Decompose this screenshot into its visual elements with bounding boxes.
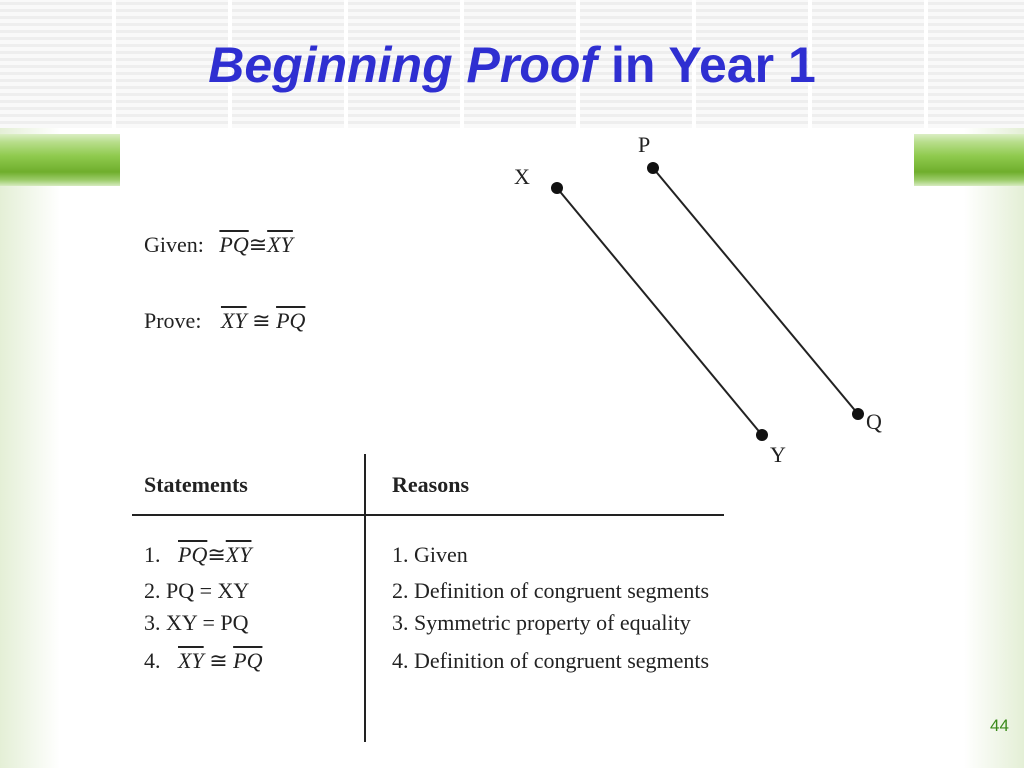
statement-text: XY = PQ xyxy=(166,610,249,635)
statement-number: 4. xyxy=(144,648,161,673)
point-x-label: X xyxy=(514,164,530,189)
table-row xyxy=(144,542,251,568)
point-y-label: Y xyxy=(770,442,786,467)
table-vertical-rule xyxy=(364,454,366,742)
point-q-label: Q xyxy=(866,409,882,434)
statement-segment-left: $\overline{PQ}$ xyxy=(178,542,208,567)
reason-cell: 3. Symmetric property of equality xyxy=(392,610,691,635)
prove-segment-right: $\overline{PQ}$ xyxy=(276,308,306,333)
slide-title xyxy=(0,34,1024,96)
given-segment-left: $\overline{PQ}$ xyxy=(219,232,249,257)
table-horizontal-rule xyxy=(132,514,724,516)
statement-segment-right: $\overline{XY}$ xyxy=(225,542,252,567)
given-segment-right: $\overline{XY}$ xyxy=(267,232,293,257)
statements-header: Statements xyxy=(144,472,248,497)
given-congruent-symbol: ≅ xyxy=(248,232,268,257)
reason-cell: 2. Definition of congruent segments xyxy=(392,578,710,603)
segment-pq xyxy=(653,168,858,414)
statement-congruent-symbol: ≅ xyxy=(207,542,226,567)
given-label: Given: xyxy=(144,232,204,257)
proof-image-panel xyxy=(120,128,914,748)
table-row xyxy=(144,648,262,674)
statement-congruent-symbol: ≅ xyxy=(209,648,228,673)
reasons-header: Reasons xyxy=(392,472,470,497)
point-y-dot xyxy=(756,429,768,441)
prove-congruent-symbol: ≅ xyxy=(252,308,271,333)
segment-xy xyxy=(557,188,762,435)
reason-cell: 1. Given xyxy=(392,542,468,567)
statement-text: PQ = XY xyxy=(166,578,250,603)
point-x-dot xyxy=(551,182,563,194)
statement-number: 2. xyxy=(144,578,161,603)
statement-number: 1. xyxy=(144,542,161,567)
point-p-dot xyxy=(647,162,659,174)
title-italic-part: Beginning Proof xyxy=(208,37,598,93)
statement-number: 3. xyxy=(144,610,161,635)
table-row xyxy=(144,610,249,636)
prove-segment-left: $\overline{XY}$ xyxy=(220,308,247,333)
prove-label: Prove: xyxy=(144,308,202,333)
title-rest-part: in Year 1 xyxy=(597,37,816,93)
page-number: 44 xyxy=(990,716,1009,735)
statement-segment-right: $\overline{PQ}$ xyxy=(233,648,263,673)
segments-figure xyxy=(120,128,914,488)
point-p-label: P xyxy=(638,132,651,157)
table-row xyxy=(144,578,249,604)
statement-segment-left: $\overline{XY}$ xyxy=(178,648,204,673)
reason-cell: 4. Definition of congruent segments xyxy=(392,648,710,673)
point-q-dot xyxy=(852,408,864,420)
